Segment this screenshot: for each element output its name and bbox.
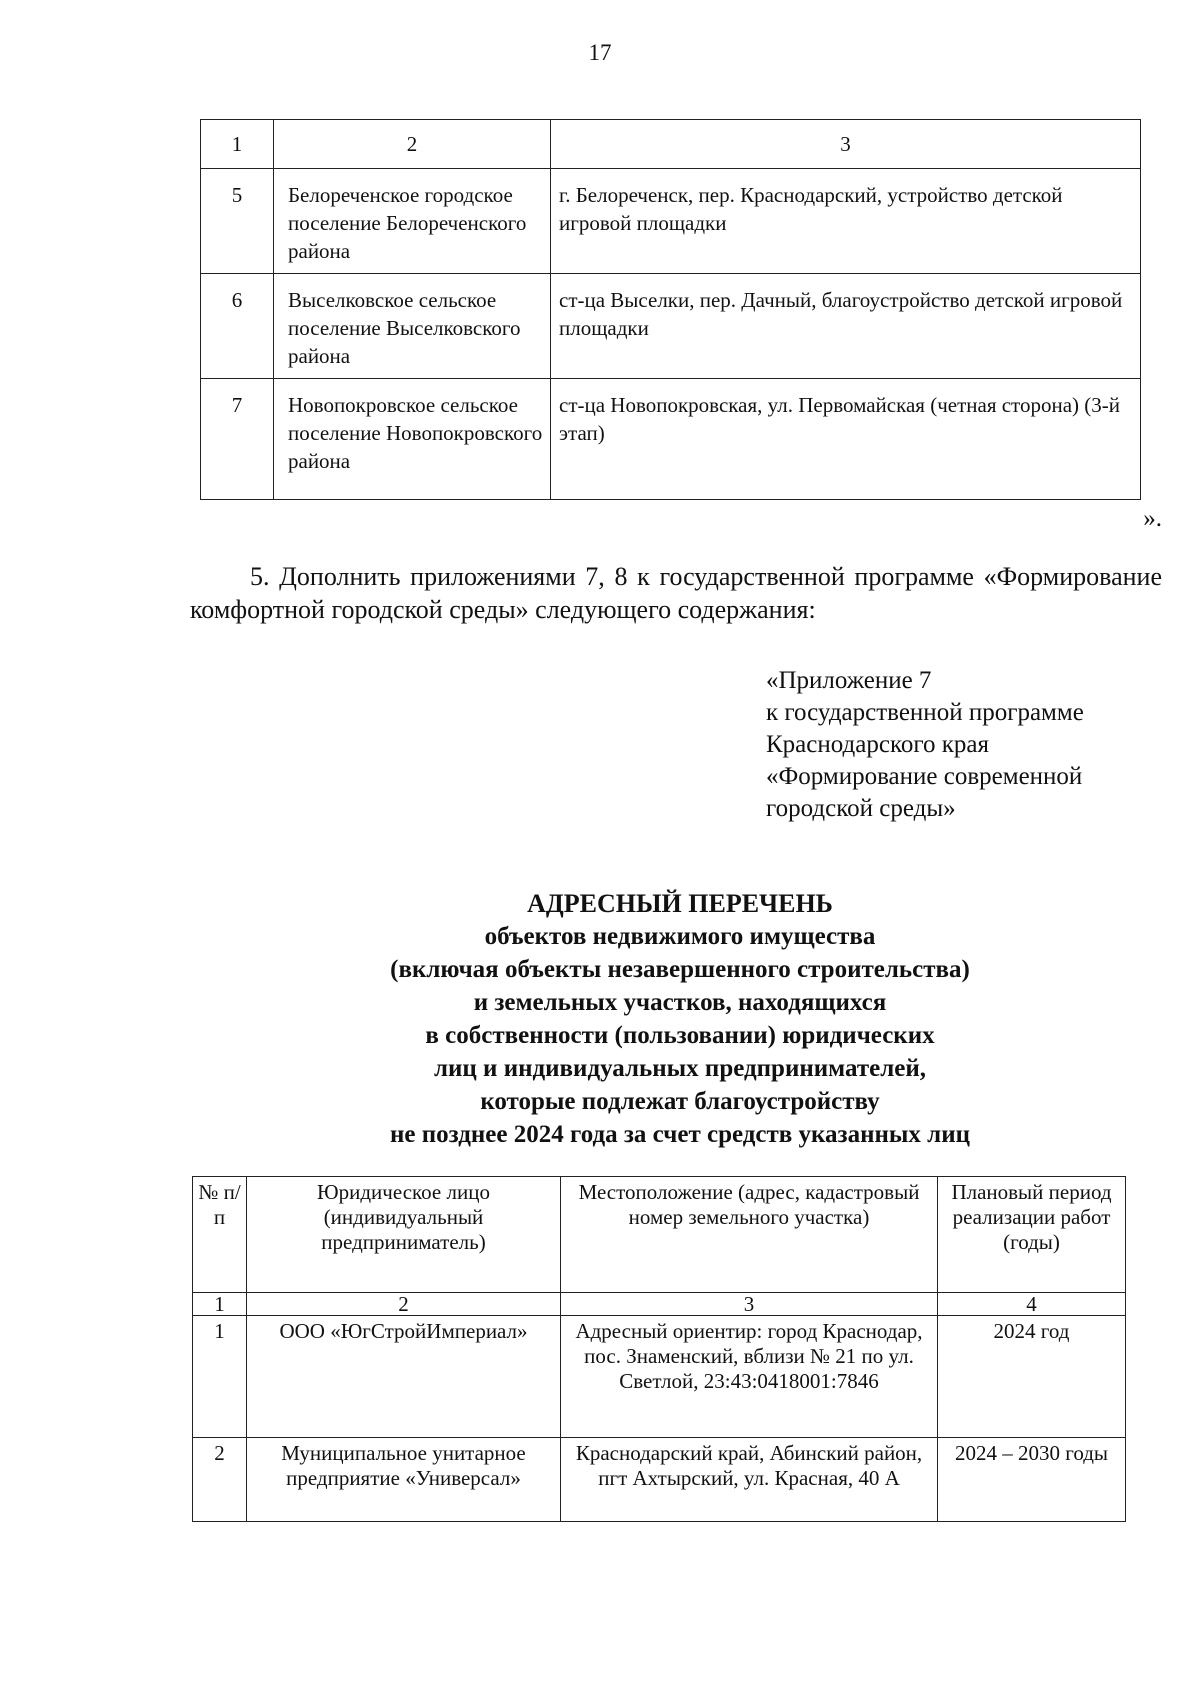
- table-row: [193, 1438, 1126, 1522]
- appendix-line: к государственной программе: [766, 699, 1084, 726]
- location-cell: Краснодарский край, Абинский район, пгт Ахтырский, ул. Красная, 40 А: [561, 1438, 938, 1522]
- municipality-cell: Белореченское городское поселение Белореченского района: [274, 169, 551, 274]
- table-header-row: [193, 1177, 1126, 1293]
- header-cell: Юридическое лицо (индивидуальный предприниматель): [247, 1177, 561, 1293]
- header-cell: 2: [274, 120, 551, 169]
- title-line: в собственности (пользовании) юридических: [425, 1022, 935, 1049]
- table-row: [193, 1316, 1126, 1438]
- title-line: лиц и индивидуальных предпринимателей,: [433, 1055, 927, 1082]
- object-cell: г. Белореченск, пер. Краснодарский, устройство детской игровой площадки: [551, 169, 1141, 274]
- row-number: 2: [193, 1438, 247, 1522]
- row-number: 6: [201, 274, 274, 379]
- title-line: (включая объекты незавершенного строительства): [390, 956, 970, 983]
- object-cell: ст-ца Выселки, пер. Дачный, благоустройство детской игровой площадки: [551, 274, 1141, 379]
- appendix-heading: [766, 665, 1186, 825]
- row-number: 7: [201, 379, 274, 500]
- appendix-line: «Формирование современной: [766, 763, 1083, 790]
- column-number: 2: [247, 1293, 561, 1316]
- document-title: [200, 887, 1160, 1151]
- column-number: 4: [938, 1293, 1126, 1316]
- entity-cell: Муниципальное унитарное предприятие «Универсал»: [247, 1438, 561, 1522]
- location-cell: Адресный ориентир: город Краснодар, пос. Знаменский, вблизи № 21 по ул. Светлой, 23:43:0418001:7846: [561, 1316, 938, 1438]
- header-cell: 3: [551, 120, 1141, 169]
- title-main: АДРЕСНЫЙ ПЕРЕЧЕНЬ: [527, 889, 833, 918]
- table-header-row: [201, 120, 1141, 169]
- object-cell: ст-ца Новопокровская, ул. Первомайская (четная сторона) (3-й этап): [551, 379, 1141, 500]
- table-row: [201, 169, 1141, 274]
- header-cell: Местоположение (адрес, кадастровый номер земельного участка): [561, 1177, 938, 1293]
- header-cell: № п/п: [193, 1177, 247, 1293]
- title-line: объектов недвижимого имущества: [484, 923, 876, 950]
- column-number: 1: [193, 1293, 247, 1316]
- municipality-cell: Выселковское сельское поселение Выселковского района: [274, 274, 551, 379]
- amendment-paragraph: 5. Дополнить приложениями 7, 8 к государственной программе «Формирование комфортной городской среды» следующего содержания:: [190, 562, 1162, 624]
- period-cell: 2024 год: [938, 1316, 1126, 1438]
- appendix-line: «Приложение 7: [766, 667, 932, 694]
- appendix-line: городской среды»: [766, 795, 956, 822]
- closing-quote: ».: [1143, 505, 1162, 532]
- row-number: 1: [193, 1316, 247, 1438]
- municipality-cell: Новопокровское сельское поселение Новопокровского района: [274, 379, 551, 500]
- table-row: [201, 274, 1141, 379]
- address-list-table: [192, 1176, 1126, 1522]
- header-cell: 1: [201, 120, 274, 169]
- row-number: 5: [201, 169, 274, 274]
- title-line: которые подлежат благоустройству: [480, 1088, 880, 1115]
- municipal-objects-table: [200, 119, 1141, 500]
- header-cell: Плановый период реализации работ (годы): [938, 1177, 1126, 1293]
- page-number: 17: [588, 40, 612, 65]
- period-cell: 2024 – 2030 годы: [938, 1438, 1126, 1522]
- entity-cell: ООО «ЮгСтройИмпериал»: [247, 1316, 561, 1438]
- table-row: [201, 379, 1141, 500]
- title-line: не позднее 2024 года за счет средств указанных лиц: [389, 1121, 971, 1148]
- column-number-row: [193, 1293, 1126, 1316]
- column-number: 3: [561, 1293, 938, 1316]
- title-line: и земельных участков, находящихся: [473, 989, 887, 1016]
- appendix-line: Краснодарского края: [766, 731, 989, 758]
